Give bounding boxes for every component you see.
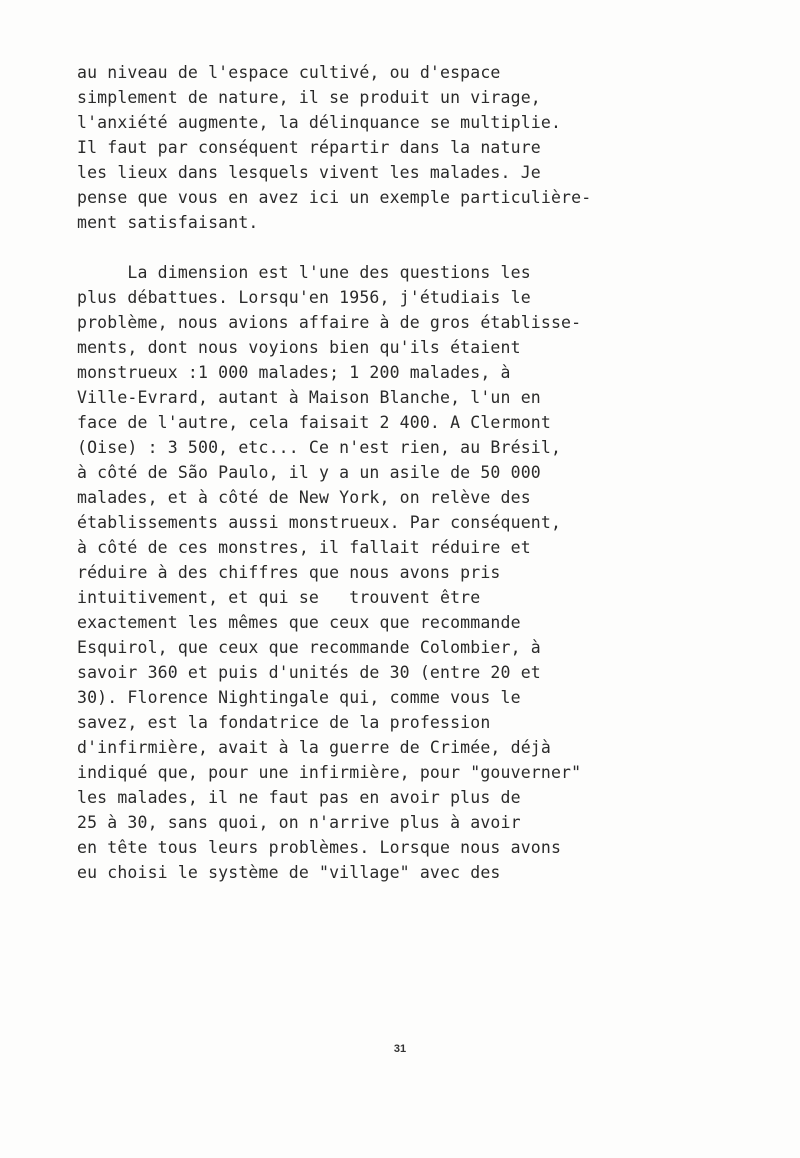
text-line: ments, dont nous voyions bien qu'ils étaient xyxy=(77,338,521,357)
text-line: ment satisfaisant. xyxy=(77,213,259,232)
text-line: 25 à 30, sans quoi, on n'arrive plus à avoir xyxy=(77,813,521,832)
text-line: en tête tous leurs problèmes. Lorsque nous avons xyxy=(77,838,562,857)
text-line: les malades, il ne faut pas en avoir plus de xyxy=(77,788,521,807)
page-number: 31 xyxy=(393,1043,407,1055)
text-line: face de l'autre, cela faisait 2 400. A Clermont xyxy=(77,413,551,432)
text-line: indiqué que, pour une infirmière, pour "gouverner" xyxy=(77,763,582,782)
text-line: La dimension est l'une des questions les xyxy=(77,263,531,282)
text-line: exactement les mêmes que ceux que recommande xyxy=(77,613,521,632)
text-line: savoir 360 et puis d'unités de 30 (entre 20 et xyxy=(77,663,541,682)
text-line: Esquirol, que ceux que recommande Colombier, à xyxy=(77,638,541,657)
text-line: l'anxiété augmente, la délinquance se multiplie. xyxy=(77,113,562,132)
text-line: malades, et à côté de New York, on relève des xyxy=(77,488,531,507)
text-line: eu choisi le système de "village" avec des xyxy=(77,863,501,882)
text-line: 30). Florence Nightingale qui, comme vous le xyxy=(77,688,521,707)
text-line: monstrueux :1 000 malades; 1 200 malades, à xyxy=(77,363,511,382)
text-line: Il faut par conséquent répartir dans la nature xyxy=(77,138,541,157)
text-line: établissements aussi monstrueux. Par conséquent, xyxy=(77,513,562,532)
text-line: (Oise) : 3 500, etc... Ce n'est rien, au Brésil, xyxy=(77,438,562,457)
text-line: à côté de ces monstres, il fallait réduire et xyxy=(77,538,531,557)
text-line: Ville-Evrard, autant à Maison Blanche, l'un en xyxy=(77,388,541,407)
text-line: savez, est la fondatrice de la profession xyxy=(77,713,491,732)
text-line: simplement de nature, il se produit un virage, xyxy=(77,88,541,107)
text-line: réduire à des chiffres que nous avons pris xyxy=(77,563,501,582)
text-line: plus débattues. Lorsqu'en 1956, j'étudiais le xyxy=(77,288,531,307)
text-line: problème, nous avions affaire à de gros établisse- xyxy=(77,313,582,332)
text-line: au niveau de l'espace cultivé, ou d'espace xyxy=(77,63,501,82)
text-line: intuitivement, et qui se trouvent être xyxy=(77,588,481,607)
text-line: les lieux dans lesquels vivent les malades. Je xyxy=(77,163,541,182)
text-line: d'infirmière, avait à la guerre de Crimée, déjà xyxy=(77,738,551,757)
text-line: à côté de São Paulo, il y a un asile de 50 000 xyxy=(77,463,541,482)
text-line: pense que vous en avez ici un exemple particulière- xyxy=(77,188,592,207)
